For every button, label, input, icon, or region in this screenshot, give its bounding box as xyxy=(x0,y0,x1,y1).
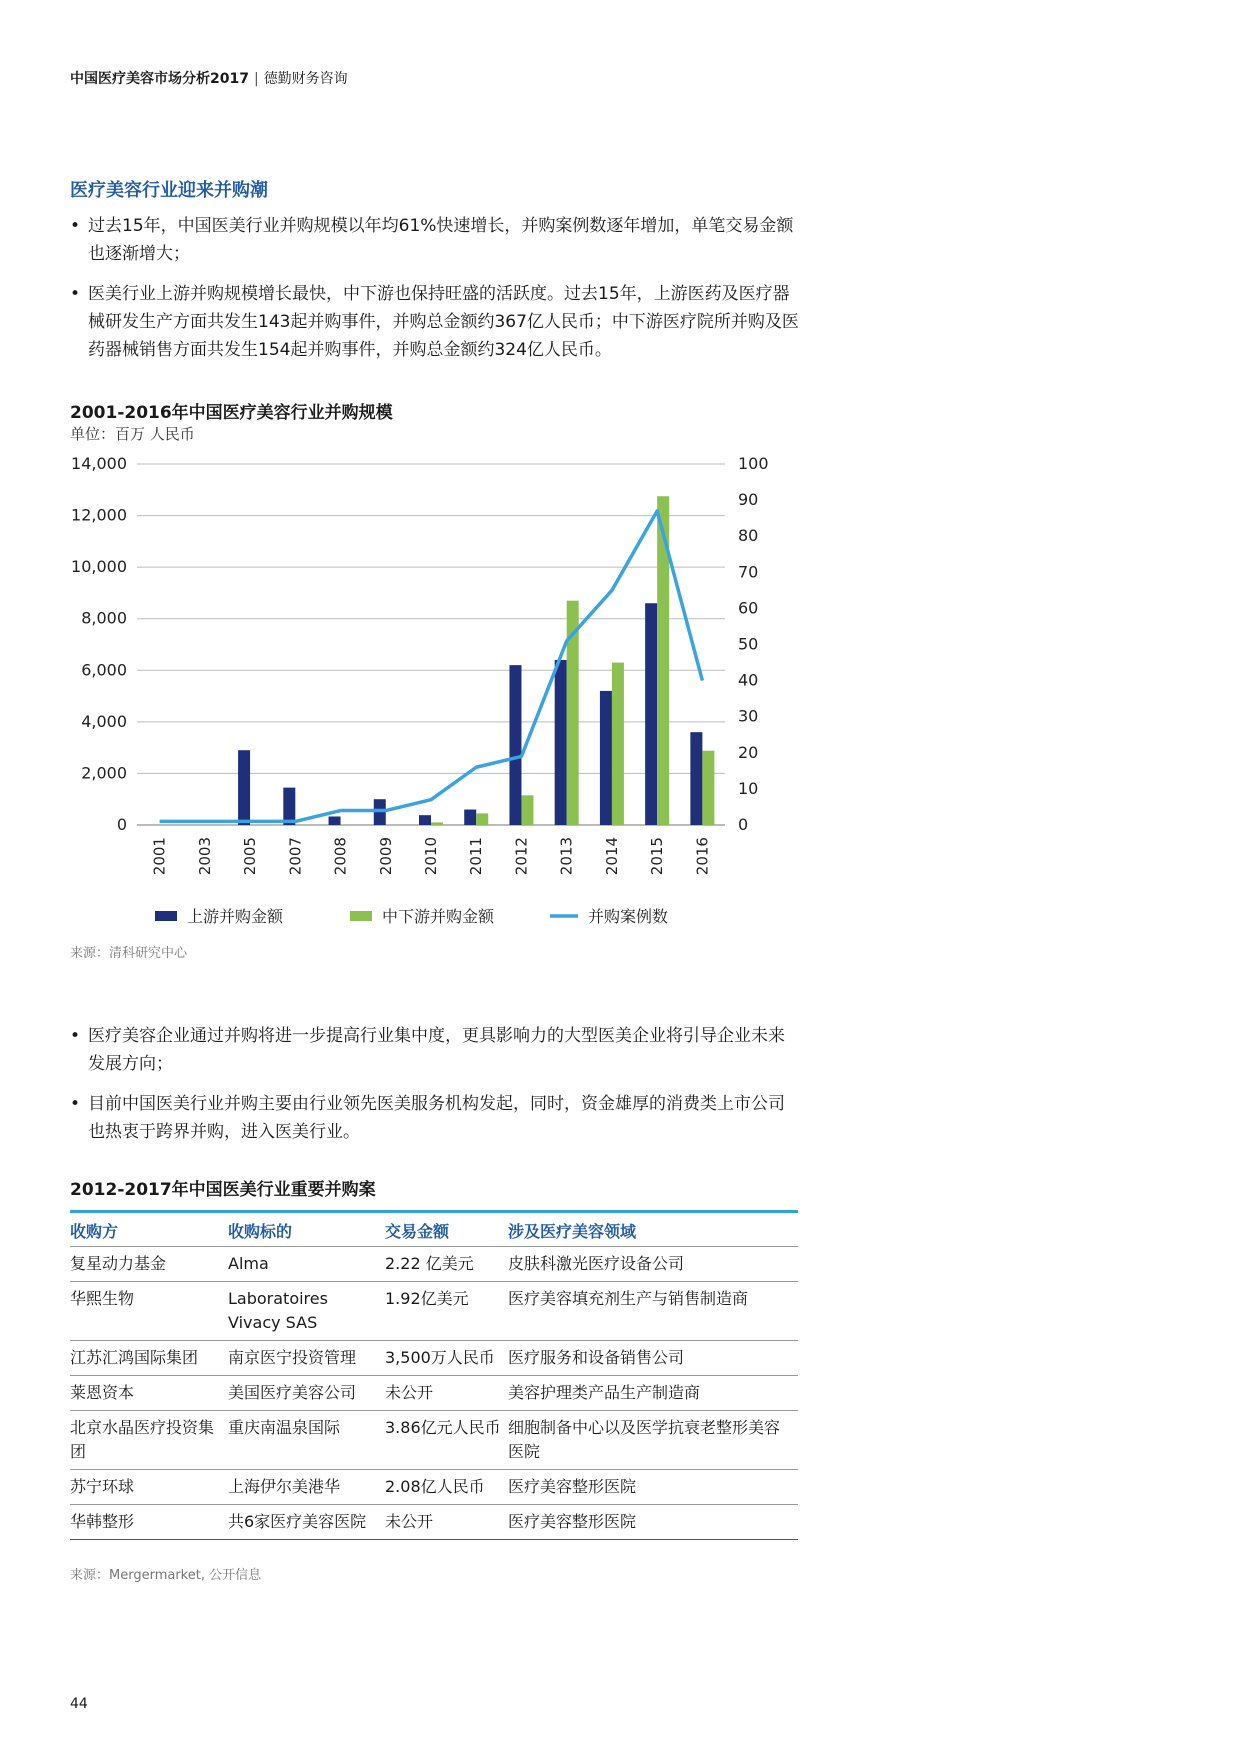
page-header xyxy=(70,68,348,88)
target-cell: 上海伊尔美港华 xyxy=(228,1470,385,1505)
bar-downstream xyxy=(702,751,714,825)
target-cell: Alma xyxy=(228,1247,385,1282)
acquirer-cell: 北京水晶医疗投资集团 xyxy=(70,1411,228,1470)
header-field: 涉及医疗美容领域 xyxy=(508,1212,798,1247)
table-title: 2012-2017年中国医美行业重要并购案 xyxy=(70,1180,376,1200)
acquirer-cell: 江苏汇鸿国际集团 xyxy=(70,1341,228,1376)
bar-upstream xyxy=(645,603,657,825)
bar-downstream xyxy=(476,813,488,825)
x-tick-label: 2015 xyxy=(648,837,667,876)
bar-upstream xyxy=(464,810,476,825)
header-amount: 交易金额 xyxy=(385,1212,508,1247)
target-cell: 共6家医疗美容医院 xyxy=(228,1505,385,1540)
bar-downstream xyxy=(521,795,533,825)
x-tick-label: 2007 xyxy=(286,837,305,876)
page-number: 44 xyxy=(70,1696,88,1712)
bar-downstream xyxy=(612,663,624,825)
x-tick-label: 2005 xyxy=(241,837,260,876)
y-tick-label: 2,000 xyxy=(81,763,127,783)
legend-swatch xyxy=(155,911,177,921)
x-tick-label: 2001 xyxy=(150,837,169,876)
y2-tick-label: 50 xyxy=(738,634,759,654)
amount-cell: 3,500万人民币 xyxy=(385,1341,508,1376)
header-separator: | xyxy=(253,71,259,87)
y2-tick-label: 30 xyxy=(738,706,759,726)
x-tick-label: 2003 xyxy=(195,837,214,876)
x-tick-label: 2010 xyxy=(422,837,440,876)
y2-tick-label: 100 xyxy=(738,454,769,473)
table-row xyxy=(70,1247,798,1282)
acquirer-cell: 莱恩资本 xyxy=(70,1376,228,1411)
amount-cell: 2.08亿人民币 xyxy=(385,1470,508,1505)
section-title: 医疗美容行业迎来并购潮 xyxy=(70,180,268,201)
y-tick-label: 0 xyxy=(116,815,127,834)
amount-cell: 3.86亿元人民币 xyxy=(385,1411,508,1470)
target-cell: Laboratoires Vivacy SAS xyxy=(228,1282,385,1341)
field-cell: 医疗美容整形医院 xyxy=(508,1505,798,1540)
y-tick-label: 4,000 xyxy=(81,711,127,731)
amount-cell: 2.22 亿美元 xyxy=(385,1247,508,1282)
amount-cell: 1.92亿美元 xyxy=(385,1282,508,1341)
field-cell: 医疗美容填充剂生产与销售制造商 xyxy=(508,1282,798,1341)
amount-cell: 未公开 xyxy=(385,1505,508,1540)
y-tick-label: 10,000 xyxy=(71,557,127,577)
legend-label: 上游并购金额 xyxy=(187,907,284,926)
ma-deals-table xyxy=(70,1210,798,1540)
field-cell: 皮肤科激光医疗设备公司 xyxy=(508,1247,798,1282)
table-row xyxy=(70,1411,798,1470)
bar-upstream xyxy=(690,732,702,825)
x-tick-label: 2014 xyxy=(602,837,621,876)
y2-tick-label: 70 xyxy=(738,562,759,582)
x-tick-label: 2016 xyxy=(693,837,712,876)
legend-swatch xyxy=(350,911,372,921)
bar-upstream xyxy=(509,665,521,825)
legend-label: 并购案例数 xyxy=(588,907,669,926)
y-tick-label: 12,000 xyxy=(71,505,127,525)
bar-upstream xyxy=(329,816,341,825)
acquirer-cell: 华韩整形 xyxy=(70,1505,228,1540)
firm-name: 德勤财务咨询 xyxy=(263,71,348,87)
acquirer-cell: 苏宁环球 xyxy=(70,1470,228,1505)
bar-upstream xyxy=(238,750,250,825)
chart-source: 来源：清科研究中心 xyxy=(70,946,188,961)
bullet-item: • 目前中国医美行业并购主要由行业领先医美服务机构发起，同时，资金雄厚的消费类上市公司也热衷于跨界并购，进入医美行业。 xyxy=(70,1090,800,1146)
bullet-item: • 医疗美容企业通过并购将进一步提高行业集中度，更具影响力的大型医美企业将引导企业未来发展方向； xyxy=(70,1022,800,1078)
acquirer-cell: 华熙生物 xyxy=(70,1282,228,1341)
y2-tick-label: 20 xyxy=(738,742,759,762)
acquirer-cell: 复星动力基金 xyxy=(70,1247,228,1282)
table-row xyxy=(70,1505,798,1540)
target-cell: 美国医疗美容公司 xyxy=(228,1376,385,1411)
table-row xyxy=(70,1376,798,1411)
field-cell: 细胞制备中心以及医学抗衰老整形美容医院 xyxy=(508,1411,798,1470)
table-row xyxy=(70,1470,798,1505)
y2-tick-label: 60 xyxy=(738,598,759,618)
x-tick-label: 2012 xyxy=(512,837,531,876)
header-acquirer: 收购方 xyxy=(70,1212,228,1247)
table-row xyxy=(70,1341,798,1376)
table-source: 来源：Mergermarket, 公开信息 xyxy=(70,1568,262,1583)
header-target: 收购标的 xyxy=(228,1212,385,1247)
chart-title: 2001-2016年中国医疗美容行业并购规模 xyxy=(70,403,393,423)
report-title: 中国医疗美容市场分析2017 xyxy=(70,71,249,87)
x-tick-label: 2013 xyxy=(557,837,576,876)
y2-tick-label: 80 xyxy=(738,526,759,546)
bar-downstream xyxy=(431,822,443,825)
x-tick-label: 2008 xyxy=(331,837,350,876)
y-tick-label: 6,000 xyxy=(81,660,127,680)
top-bullet-list xyxy=(70,212,800,376)
bar-upstream xyxy=(283,788,295,825)
y2-tick-label: 90 xyxy=(738,490,759,510)
amount-cell: 未公开 xyxy=(385,1376,508,1411)
field-cell: 美容护理类产品生产制造商 xyxy=(508,1376,798,1411)
x-tick-label: 2011 xyxy=(467,837,486,876)
y2-tick-label: 10 xyxy=(738,778,759,798)
bar-upstream xyxy=(600,691,612,825)
bar-upstream xyxy=(555,660,567,825)
bottom-bullet-list xyxy=(70,1022,800,1158)
y-tick-label: 8,000 xyxy=(81,608,127,628)
field-cell: 医疗美容整形医院 xyxy=(508,1470,798,1505)
bar-upstream xyxy=(419,815,431,825)
target-cell: 南京医宁投资管理 xyxy=(228,1341,385,1376)
y2-tick-label: 40 xyxy=(738,670,759,690)
y-tick-label: 14,000 xyxy=(71,454,127,473)
chart-unit: 单位：百万 人民币 xyxy=(70,425,195,443)
legend-label: 中下游并购金额 xyxy=(382,907,495,926)
field-cell: 医疗服务和设备销售公司 xyxy=(508,1341,798,1376)
ma-volume-chart xyxy=(60,450,800,935)
bullet-item: • 医美行业上游并购规模增长最快，中下游也保持旺盛的活跃度。过去15年，上游医药及医疗器械研发生产方面共发生143起并购事件，并购总金额约367亿人民币；中下游医疗院所并购及医药器械销售方面共发生154起并购事件，并购总金额约324亿人民币。 xyxy=(70,280,800,364)
y2-tick-label: 0 xyxy=(738,815,749,834)
target-cell: 重庆南温泉国际 xyxy=(228,1411,385,1470)
table-row xyxy=(70,1282,798,1341)
x-tick-label: 2009 xyxy=(376,837,395,876)
table-header-row xyxy=(70,1212,798,1247)
bullet-item: • 过去15年，中国医美行业并购规模以年均61%快速增长，并购案例数逐年增加，单笔交易金额也逐渐增大； xyxy=(70,212,800,268)
